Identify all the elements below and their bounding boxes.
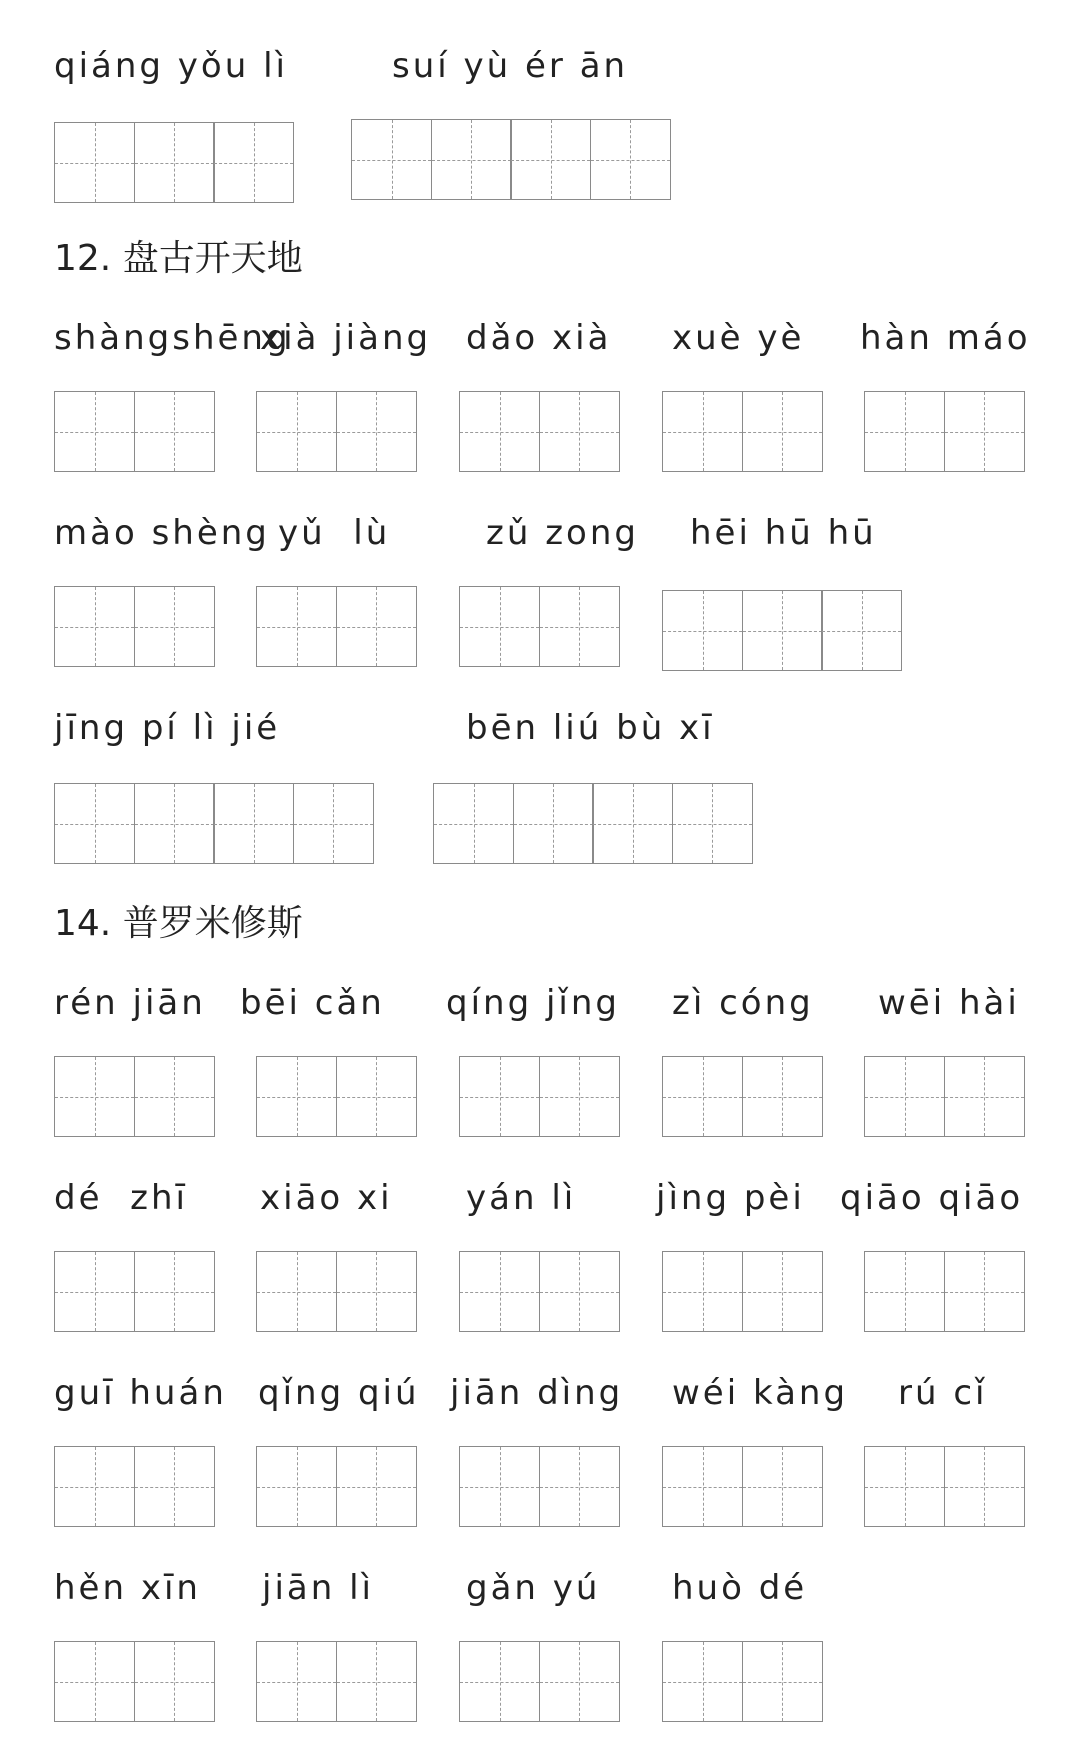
pinyin-prompt: hàn máo [860, 318, 1031, 358]
writing-cell[interactable] [336, 1251, 417, 1332]
writing-cell[interactable] [256, 391, 337, 472]
writing-cell[interactable] [742, 1251, 823, 1332]
tianzige-grid [54, 1641, 215, 1722]
writing-cell[interactable] [134, 1251, 215, 1332]
pinyin-prompt: shàngshēng [54, 318, 291, 358]
tianzige-grid [256, 1641, 417, 1722]
writing-cell[interactable] [134, 1056, 215, 1137]
writing-cell[interactable] [134, 1641, 215, 1722]
writing-cell[interactable] [256, 1446, 337, 1527]
writing-cell[interactable] [459, 391, 540, 472]
pinyin-prompt: jìng pèi [656, 1178, 805, 1218]
writing-cell[interactable] [336, 586, 417, 667]
writing-cell[interactable] [256, 1056, 337, 1137]
tianzige-grid [459, 1056, 620, 1137]
writing-cell[interactable] [293, 783, 374, 864]
writing-cell[interactable] [134, 586, 215, 667]
writing-cell[interactable] [944, 391, 1025, 472]
pinyin-prompt: huò dé [672, 1568, 808, 1608]
tianzige-grid [54, 783, 374, 864]
pinyin-prompt: qǐng qiú [258, 1373, 420, 1413]
tianzige-grid [864, 1056, 1025, 1137]
writing-cell[interactable] [256, 586, 337, 667]
pinyin-prompt: xià jiàng [260, 318, 432, 358]
writing-cell[interactable] [351, 119, 432, 200]
writing-cell[interactable] [662, 1641, 743, 1722]
tianzige-grid [662, 1641, 823, 1722]
tianzige-grid [459, 391, 620, 472]
writing-cell[interactable] [672, 783, 753, 864]
writing-cell[interactable] [944, 1056, 1025, 1137]
writing-cell[interactable] [256, 1641, 337, 1722]
pinyin-prompt: guī huán [54, 1373, 227, 1413]
writing-cell[interactable] [336, 1446, 417, 1527]
tianzige-grid [54, 1056, 215, 1137]
writing-cell[interactable] [944, 1446, 1025, 1527]
tianzige-grid [459, 1641, 620, 1722]
writing-cell[interactable] [821, 590, 902, 671]
writing-cell[interactable] [590, 119, 671, 200]
writing-cell[interactable] [864, 1446, 945, 1527]
writing-cell[interactable] [510, 119, 591, 200]
writing-cell[interactable] [459, 1056, 540, 1137]
pinyin-prompt: xiāo xi [260, 1178, 393, 1218]
writing-cell[interactable] [742, 590, 823, 671]
writing-cell[interactable] [944, 1251, 1025, 1332]
writing-cell[interactable] [662, 1251, 743, 1332]
writing-cell[interactable] [336, 391, 417, 472]
tianzige-grid [256, 1446, 417, 1527]
pinyin-prompt: qiāo qiāo [840, 1178, 1024, 1218]
writing-cell[interactable] [742, 1056, 823, 1137]
pinyin-prompt: dǎo xià [466, 318, 612, 358]
pinyin-prompt: wéi kàng [672, 1373, 849, 1413]
tianzige-grid [662, 1056, 823, 1137]
writing-cell[interactable] [742, 1641, 823, 1722]
writing-cell[interactable] [539, 586, 620, 667]
pinyin-prompt: dé zhī [54, 1178, 188, 1218]
writing-cell[interactable] [134, 391, 215, 472]
pinyin-prompt: jiān lì [262, 1568, 374, 1608]
tianzige-grid [864, 1446, 1025, 1527]
pinyin-prompt: gǎn yú [466, 1568, 601, 1608]
writing-cell[interactable] [54, 1641, 135, 1722]
writing-cell[interactable] [539, 1641, 620, 1722]
writing-cell[interactable] [539, 1446, 620, 1527]
tianzige-grid [459, 1446, 620, 1527]
section-heading-12: 12. 盘古开天地 [54, 238, 303, 279]
writing-cell[interactable] [662, 590, 743, 671]
pinyin-prompt: suí yù ér ān [392, 46, 629, 86]
pinyin-prompt: jiān dìng [450, 1373, 624, 1413]
pinyin-prompt: mào shèng [54, 513, 270, 553]
pinyin-prompt: rú cǐ [898, 1373, 988, 1413]
writing-cell[interactable] [459, 1641, 540, 1722]
writing-cell[interactable] [662, 1446, 743, 1527]
writing-cell[interactable] [256, 1251, 337, 1332]
tianzige-grid [433, 783, 753, 864]
writing-cell[interactable] [54, 1056, 135, 1137]
writing-cell[interactable] [54, 122, 135, 203]
tianzige-grid [662, 590, 902, 671]
writing-cell[interactable] [539, 1251, 620, 1332]
tianzige-grid [54, 391, 215, 472]
tianzige-grid [864, 1251, 1025, 1332]
writing-cell[interactable] [662, 1056, 743, 1137]
section-heading-14: 14. 普罗米修斯 [54, 903, 303, 944]
writing-cell[interactable] [864, 1251, 945, 1332]
writing-cell[interactable] [539, 1056, 620, 1137]
writing-cell[interactable] [742, 391, 823, 472]
writing-cell[interactable] [134, 122, 215, 203]
pinyin-prompt: rén jiān [54, 983, 206, 1023]
writing-cell[interactable] [539, 391, 620, 472]
writing-cell[interactable] [54, 586, 135, 667]
pinyin-prompt: hēi hū hū [690, 513, 877, 553]
writing-cell[interactable] [213, 783, 294, 864]
pinyin-prompt: bēi cǎn [240, 983, 385, 1023]
tianzige-grid [864, 391, 1025, 472]
pinyin-prompt: qiáng yǒu lì [54, 46, 288, 86]
tianzige-grid [256, 1056, 417, 1137]
writing-cell[interactable] [459, 1251, 540, 1332]
writing-cell[interactable] [433, 783, 514, 864]
pinyin-prompt: zǔ zong [486, 513, 639, 553]
pinyin-prompt: bēn liú bù xī [466, 708, 715, 748]
pinyin-prompt: xuè yè [672, 318, 805, 358]
writing-cell[interactable] [662, 391, 743, 472]
writing-cell[interactable] [54, 1446, 135, 1527]
writing-cell[interactable] [336, 1641, 417, 1722]
pinyin-prompt: zì cóng [672, 983, 814, 1023]
writing-cell[interactable] [742, 1446, 823, 1527]
tianzige-grid [256, 391, 417, 472]
writing-cell[interactable] [513, 783, 594, 864]
tianzige-grid [256, 586, 417, 667]
pinyin-prompt: qíng jǐng [446, 983, 620, 1023]
tianzige-grid [54, 1446, 215, 1527]
writing-cell[interactable] [864, 391, 945, 472]
pinyin-prompt: hěn xīn [54, 1568, 201, 1608]
tianzige-grid [54, 1251, 215, 1332]
tianzige-grid [459, 586, 620, 667]
tianzige-grid [256, 1251, 417, 1332]
pinyin-prompt: jīng pí lì jié [54, 708, 281, 748]
writing-cell[interactable] [54, 1251, 135, 1332]
pinyin-prompt: yán lì [466, 1178, 577, 1218]
writing-cell[interactable] [213, 122, 294, 203]
tianzige-grid [459, 1251, 620, 1332]
writing-cell[interactable] [134, 783, 215, 864]
tianzige-grid [662, 1446, 823, 1527]
writing-cell[interactable] [54, 391, 135, 472]
tianzige-grid [54, 586, 215, 667]
writing-cell[interactable] [592, 783, 673, 864]
writing-cell[interactable] [864, 1056, 945, 1137]
pinyin-prompt: wēi hài [878, 983, 1020, 1023]
tianzige-grid [351, 119, 671, 200]
tianzige-grid [54, 122, 294, 203]
writing-cell[interactable] [134, 1446, 215, 1527]
pinyin-prompt: yǔ lù [278, 513, 391, 553]
writing-cell[interactable] [336, 1056, 417, 1137]
writing-cell[interactable] [54, 783, 135, 864]
tianzige-grid [662, 1251, 823, 1332]
writing-cell[interactable] [459, 1446, 540, 1527]
writing-cell[interactable] [459, 586, 540, 667]
writing-cell[interactable] [431, 119, 512, 200]
tianzige-grid [662, 391, 823, 472]
